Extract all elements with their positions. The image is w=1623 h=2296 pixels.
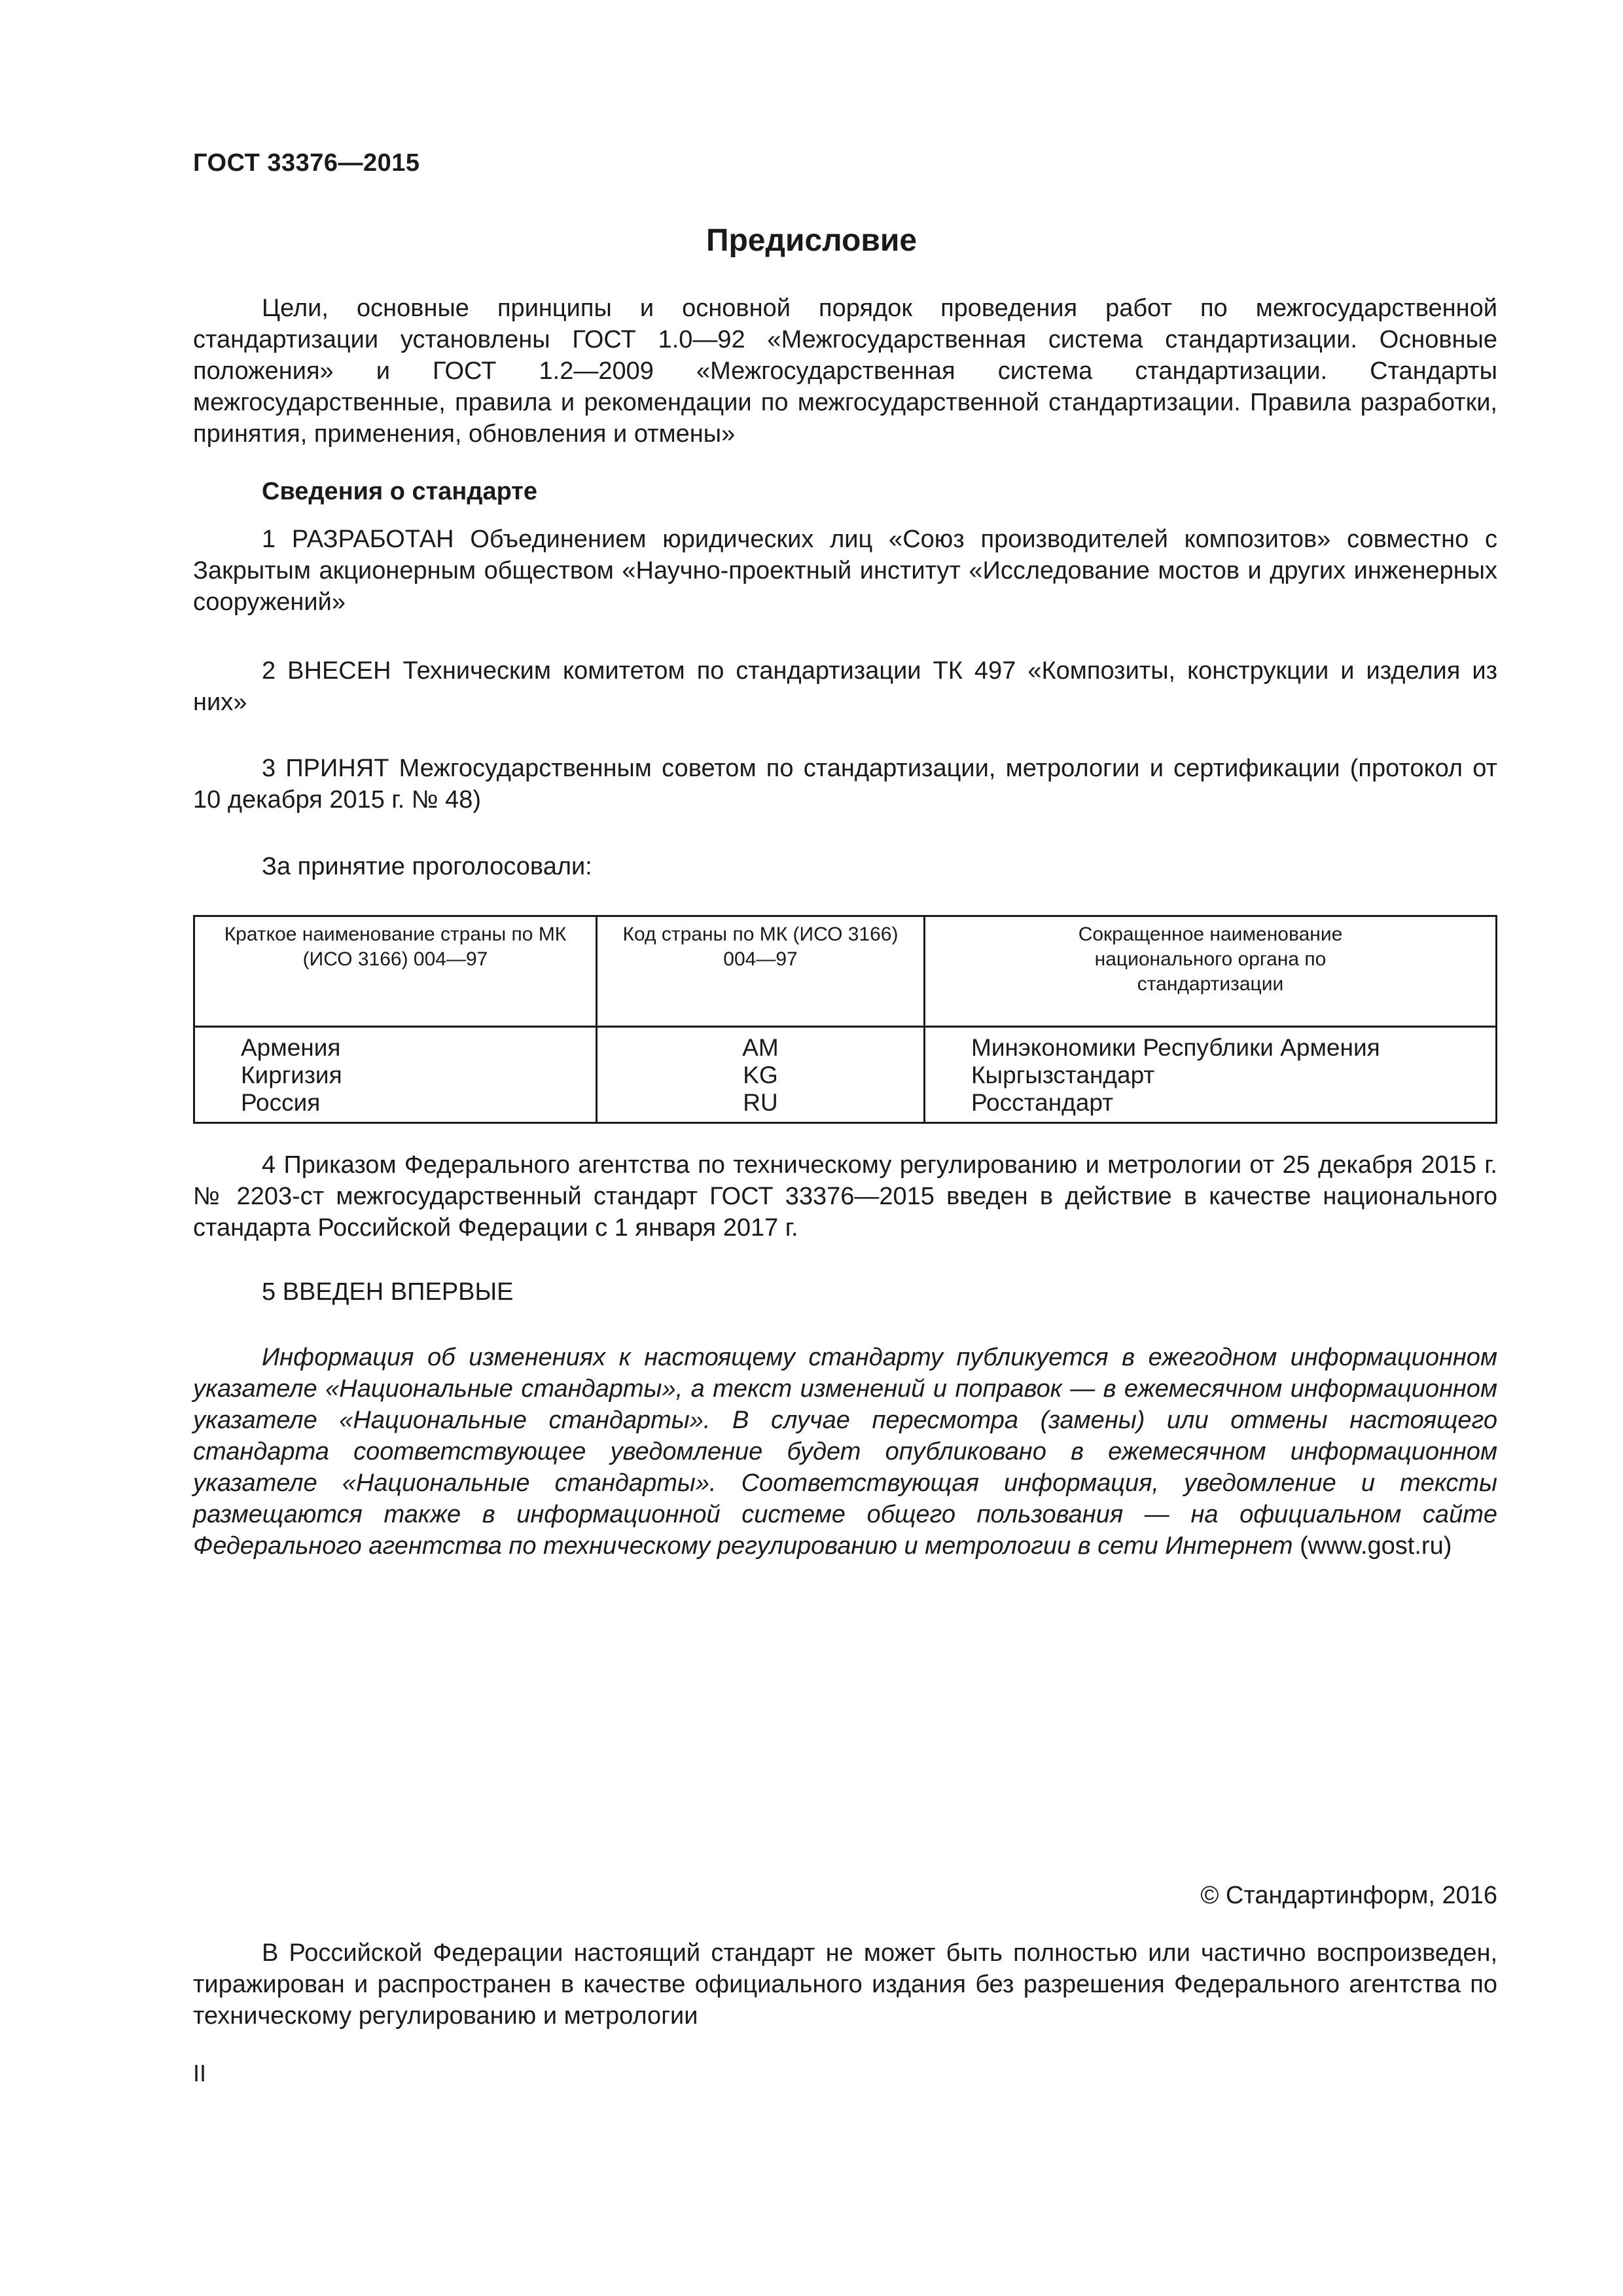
section-title: Сведения о стандарте [262,478,538,505]
table-cell-countries [194,1027,597,1123]
table-header-body-text: Сокращенное наименование национального органа по стандартизации [1078,924,1343,995]
table-cell-bodies [925,1027,1497,1123]
country-code: AM [742,1034,779,1061]
item-5-paragraph: 5 ВВЕДЕН ВПЕРВЫЕ [262,1278,514,1306]
national-body: Минэкономики Республики Армения [971,1034,1380,1061]
intro-paragraph: Цели, основные принципы и основной порядок проведения работ по межгосударственной стандартизации установлены ГОСТ 1.0—92 «Межгосударственная система стандартизации. Основные положения» и ГОСТ 1.2—2009 «Межгосударственная система стандартизации. Стандарты межгосударственные, правила и рекомендации по межгосударственной стандартизации. Правила разработки, принятия, применения, обновления и отмены» [193,295,1497,448]
info-url: (www.gost.ru) [1300,1532,1452,1560]
table-header-country: Краткое наименование страны по МК (ИСО 3166) 004—97 [194,916,597,1027]
info-text: Информация об изменениях к настоящему стандарту публикуется в ежегодном информационном указателе «Национальные стандарты», а текст изменений и поправок — в ежемесячном информационном указателе «Национальные стандарты». В случае пересмотра (замены) или отмены настоящего стандарта соответствующее уведомление будет опубликовано в ежемесячном информационном указателе «Национальные стандарты». Соответствующая информация, уведомление и тексты размещаются также в информационной системе общего пользования — на официальном сайте Федерального агентства по техническому регулированию и метрологии в сети Интернет [193,1344,1497,1560]
country-name: Армения [241,1034,341,1061]
footer-paragraph: В Российской Федерации настоящий стандарт не может быть полностью или частично воспроизведен, тиражирован и распространен в качестве официального издания без разрешения Федерального агентства по техническому регулированию и метрологии [193,1939,1497,2030]
country-name: Россия [241,1089,321,1116]
table-header-code: Код страны по МК (ИСО 3166) 004—97 [597,916,925,1027]
national-body: Кыргызстандарт [971,1062,1155,1088]
national-body: Росстандарт [971,1089,1114,1116]
item-3-paragraph: 3 ПРИНЯТ Межгосударственным советом по стандартизации, метрологии и сертификации (протокол от 10 декабря 2015 г. № 48) [193,755,1497,814]
page-title: Предисловие [705,223,918,258]
table-header-body [925,916,1497,1027]
item-4-paragraph: 4 Приказом Федерального агентства по техническому регулированию и метрологии от 25 декабря 2015 г. № 2203-ст межгосударственный стандарт ГОСТ 33376—2015 введен в действие в качестве национального стандарта Российской Федерации с 1 января 2017 г. [193,1151,1497,1242]
country-name: Киргизия [241,1062,342,1088]
item-2-paragraph: 2 ВНЕСЕН Техническим комитетом по стандартизации ТК 497 «Композиты, конструкции и изделия из них» [193,657,1497,716]
country-code: KG [743,1062,778,1088]
copyright-line: © Стандартинформ, 2016 [1200,1882,1497,1909]
country-code: RU [743,1089,778,1116]
member-states-table [193,915,1497,1124]
table-row [194,1027,1497,1123]
table-header-row [194,916,1497,1027]
doc-code-header: ГОСТ 33376—2015 [193,149,420,177]
item-1-paragraph: 1 РАЗРАБОТАН Объединением юридических лиц «Союз производителей композитов» совместно с Закрытым акционерным обществом «Научно-проектный институт «Исследование мостов и других инженерных сооружений» [193,526,1497,616]
vote-label: За принятие проголосовали: [262,853,592,880]
info-paragraph [193,1342,1497,1562]
page-number: II [193,2060,207,2087]
table-cell-codes [597,1027,925,1123]
